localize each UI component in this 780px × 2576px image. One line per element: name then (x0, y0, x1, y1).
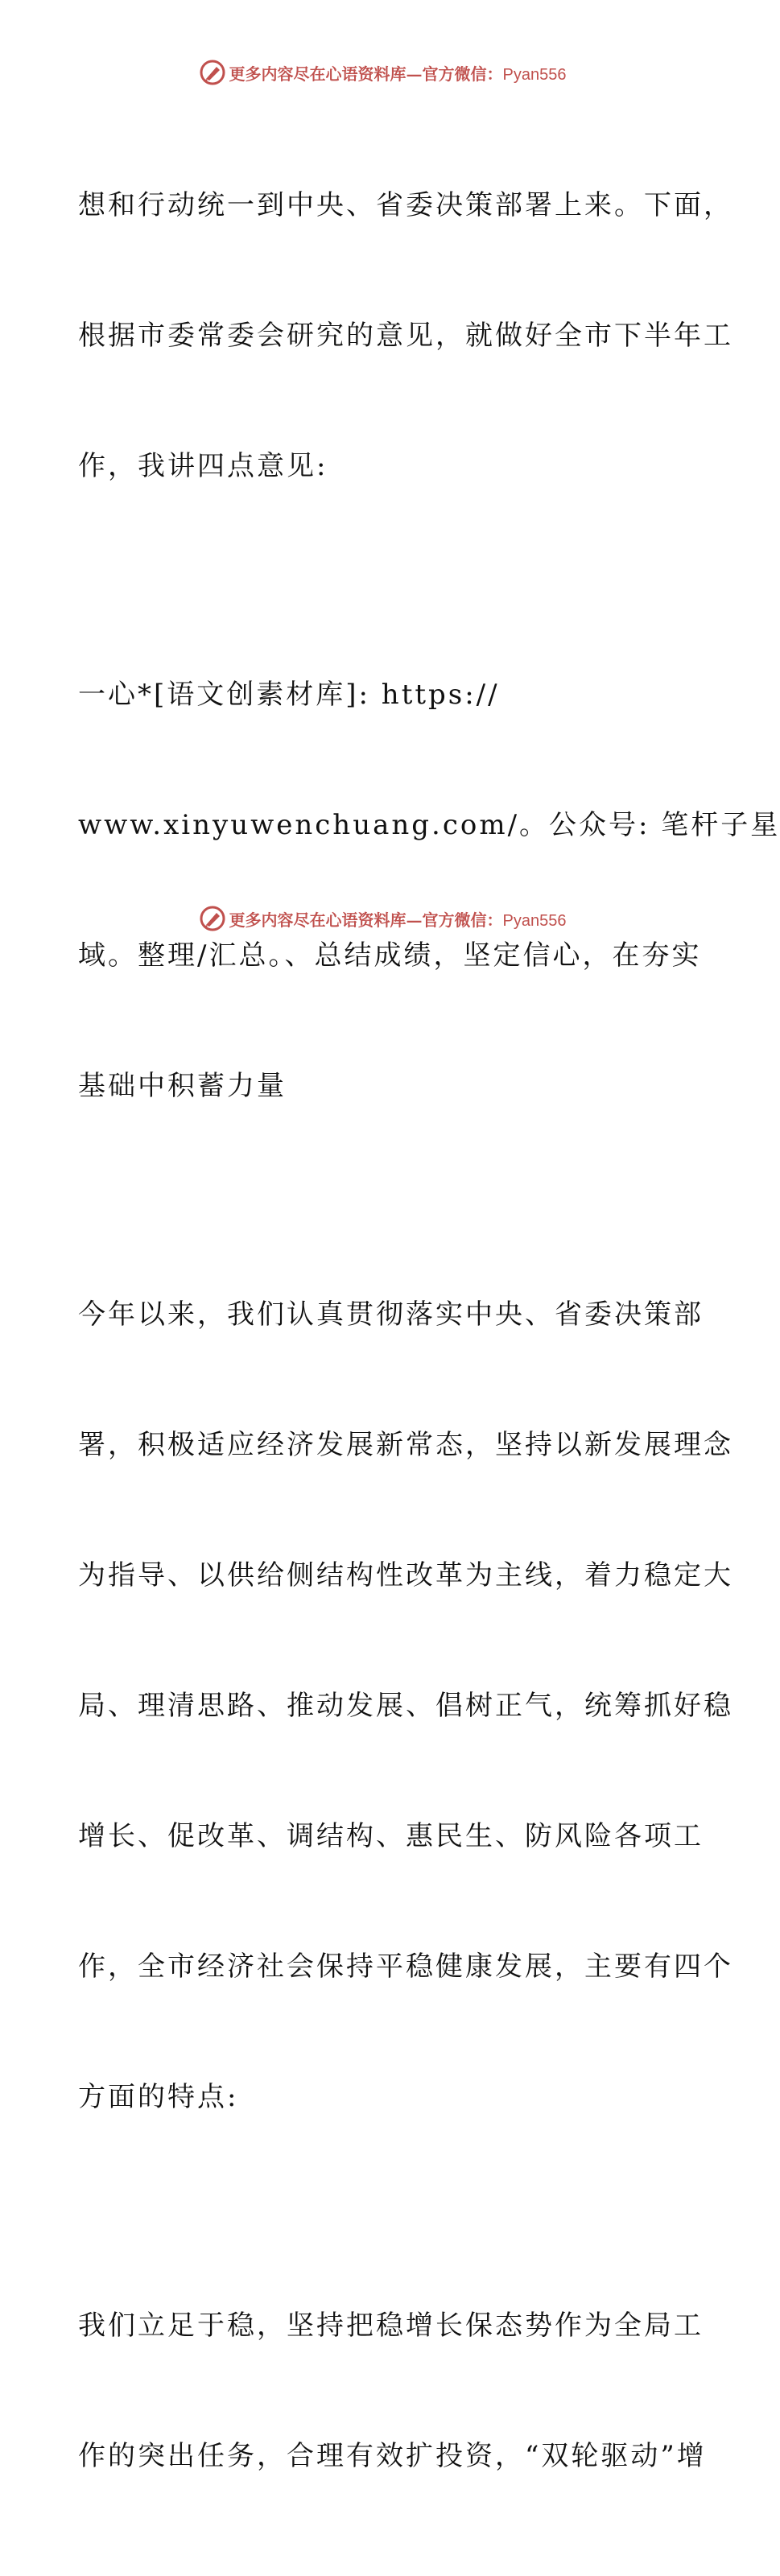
text-line: 我们立足于稳，坚持把稳增长保态势作为全局工 (78, 2310, 704, 2342)
text-line: 局、理清思路、推动发展、倡树正气，统筹抓好稳 (78, 1690, 733, 1722)
text-line: www.xinyuwenchuang.com/。公众号: 笔杆子星 (78, 809, 780, 841)
text-line: 方面的特点: (78, 2081, 239, 2113)
paragraph-3 (78, 1206, 733, 2206)
pen-logo-icon (199, 905, 226, 932)
pen-logo-icon (199, 59, 226, 86)
header-wechat-id: Pyan556 (502, 65, 567, 84)
header-banner (0, 56, 765, 89)
text-line: 作，我讲四点意见: (78, 450, 328, 482)
text-line: 根据市委常委会研究的意见，就做好全市下半年工 (78, 320, 733, 352)
paragraph-2 (78, 586, 780, 1195)
header-banner-text: 更多内容尽在心语资料库—官方微信：Pyan556 (229, 64, 567, 84)
text-line: 一心*[语文创素材库]: https:// (78, 679, 500, 711)
text-line: 域。整理/汇总。、总结成绩，坚定信心，在夯实 (78, 939, 702, 972)
document-body (78, 97, 780, 2576)
footer-wechat-id: Pyan556 (502, 911, 567, 930)
text-line: 署，积极适应经济发展新常态，坚持以新发展理念 (78, 1429, 733, 1461)
text-line: 想和行动统一到中央、省委决策部署上来。下面， (78, 189, 733, 221)
text-line: 今年以来，我们认真贯彻落实中央、省委决策部 (78, 1298, 704, 1331)
text-line: 增长、促改革、调结构、惠民生、防风险各项工 (78, 1820, 704, 1852)
text-line: 作的突出任务，合理有效扩投资，“双轮驱动”增 (78, 2440, 707, 2472)
paragraph-1 (78, 97, 733, 575)
text-line: 作，全市经济社会保持平稳健康发展，主要有四个 (78, 1951, 733, 1983)
footer-banner-text: 更多内容尽在心语资料库—官方微信：Pyan556 (229, 910, 567, 930)
text-line: 为指导、以供给侧结构性改革为主线，着力稳定大 (78, 1559, 733, 1591)
footer-banner (0, 902, 765, 935)
paragraph-4 (78, 2217, 707, 2565)
text-line: 基础中积蓄力量 (78, 1070, 287, 1102)
